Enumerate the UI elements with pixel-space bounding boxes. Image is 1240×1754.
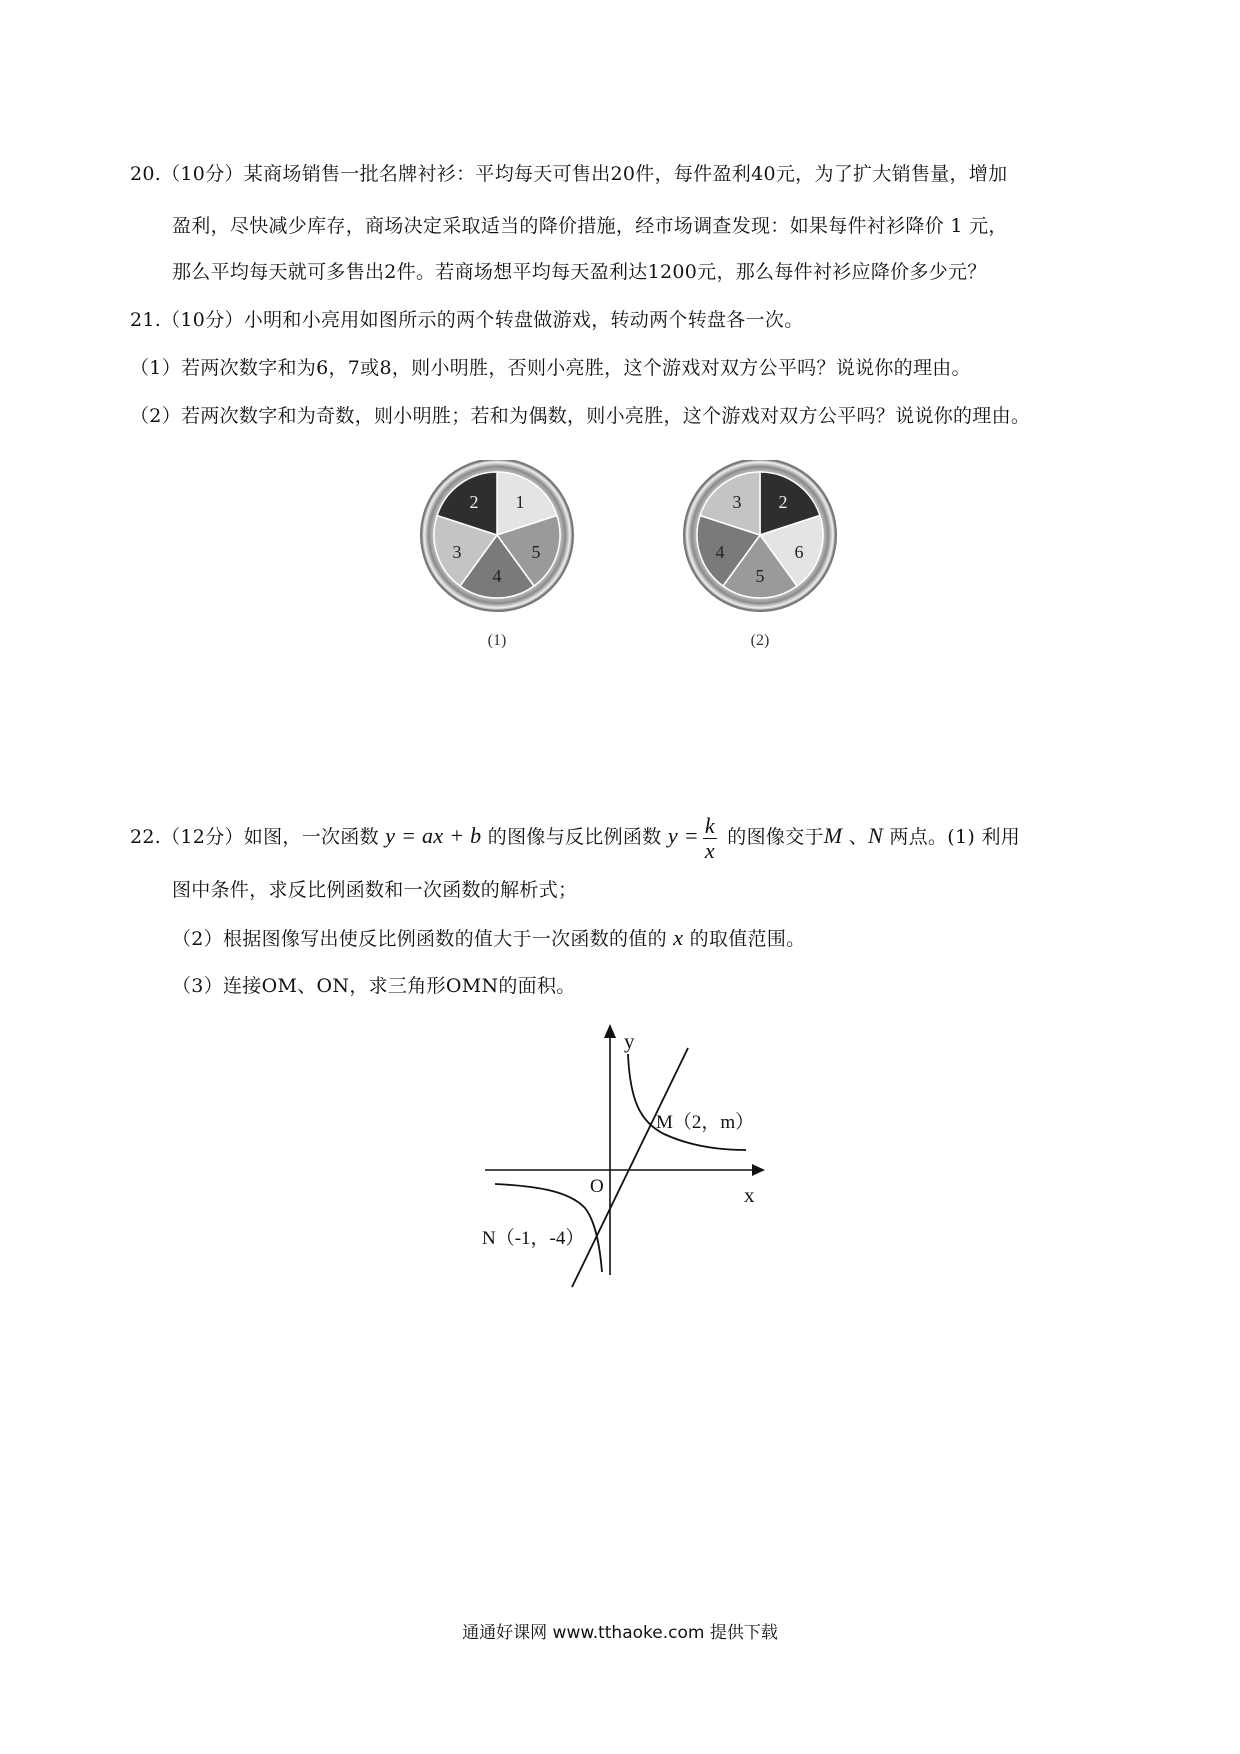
- x-axis-label: x: [744, 1183, 755, 1207]
- inverse-function-fraction: [703, 814, 717, 863]
- origin-label: O: [590, 1176, 604, 1197]
- x-axis-arrow: [752, 1164, 765, 1176]
- q22-sep: 、: [842, 826, 869, 848]
- q22-prefix: 22.（12分）如图，一次函数: [130, 826, 386, 848]
- q21-part-1: （1）若两次数字和为6，7或8，则小明胜，否则小亮胜，这个游戏对双方公平吗？说说你的理由。: [130, 357, 971, 379]
- q22-part-2: [172, 924, 805, 953]
- linear-function-line: [572, 1048, 688, 1287]
- q22-suffix-a: 的图像交于: [720, 826, 824, 848]
- spinner-1: [421, 460, 573, 649]
- spinner-1-label-3: 3: [452, 542, 462, 562]
- spinner-2-label-6: 6: [794, 542, 804, 562]
- point-m-label: M（2，m）: [656, 1112, 755, 1133]
- spinner-2: [684, 460, 836, 649]
- spinner-figures: [0, 460, 1240, 660]
- point-m-symbol: M: [823, 823, 843, 848]
- spinner-1-caption: (1): [487, 632, 507, 649]
- spinner-1-label-4: 4: [492, 566, 502, 586]
- y-axis-arrow: [604, 1024, 616, 1038]
- spinner-1-label-1: 1: [515, 492, 525, 512]
- spinner-2-label-3: 3: [732, 492, 742, 512]
- spinner-2-label-2: 2: [778, 492, 788, 512]
- linear-function-expression: y = ax + b: [385, 823, 482, 848]
- function-graph: [470, 1010, 810, 1300]
- q21-line-1: 21.（10分）小明和小亮用如图所示的两个转盘做游戏，转动两个转盘各一次。: [130, 309, 804, 331]
- q22-middle: 的图像与反比例函数: [481, 826, 668, 848]
- q22-part-3: （3）连接OM、ON，求三角形OMN的面积。: [172, 975, 576, 997]
- spinner-2-label-4: 4: [715, 542, 725, 562]
- q22-part-2-var: x: [673, 925, 684, 950]
- point-n-label: N（-1，-4）: [482, 1228, 585, 1249]
- fraction-denominator: x: [704, 837, 715, 863]
- q22-line-2: 图中条件，求反比例函数和一次函数的解析式；: [172, 879, 578, 901]
- spinner-2-caption: (2): [750, 632, 770, 649]
- q22-suffix-b: 两点。(1) 利用: [883, 826, 1021, 848]
- q20-line-3: 那么平均每天就可多售出2件。若商场想平均每天盈利达1200元，那么每件衬衫应降价多少元？: [172, 261, 987, 283]
- fraction-numerator: k: [704, 812, 715, 838]
- spinner-1-label-2: 2: [469, 492, 479, 512]
- q22-part-2-a: （2）根据图像写出使反比例函数的值大于一次函数的值的: [172, 928, 674, 950]
- inverse-function-lhs: y =: [667, 823, 699, 848]
- q20-line-1: 20.（10分）某商场销售一批名牌衬衫：平均每天可售出20件，每件盈利40元，为了扩大销售量，增加: [130, 163, 1008, 185]
- spinner-1-label-5: 5: [531, 542, 541, 562]
- spinner-2-label-5: 5: [755, 566, 765, 586]
- q21-part-2: （2）若两次数字和为奇数，则小明胜；若和为偶数，则小亮胜，这个游戏对双方公平吗？说说你的理由。: [130, 405, 1031, 427]
- q22-line-1: [130, 808, 1020, 864]
- point-n-symbol: N: [868, 823, 884, 848]
- q22-part-2-b: 的取值范围。: [683, 928, 806, 950]
- q20-line-2: 盈利，尽快减少库存，商场决定采取适当的降价措施，经市场调查发现：如果每件衬衫降价 1 元，: [172, 215, 1008, 237]
- page-footer: 通通好课网 www.tthaoke.com 提供下载: [462, 1623, 778, 1643]
- y-axis-label: y: [624, 1029, 635, 1053]
